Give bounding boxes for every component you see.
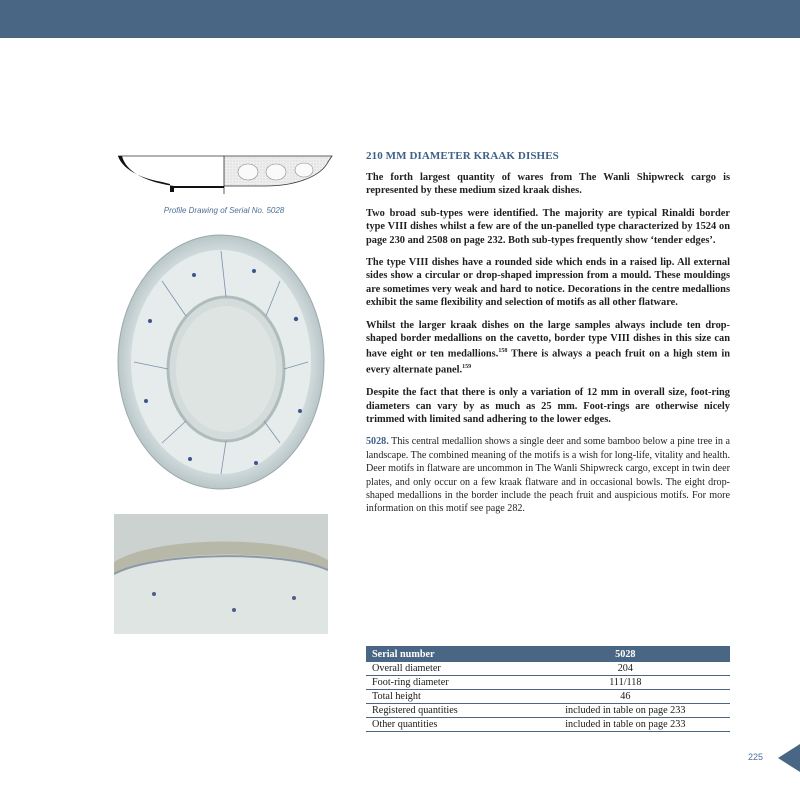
- table-row: [366, 690, 730, 704]
- dish-photo: [114, 231, 328, 493]
- section-heading: 210 MM DIAMETER KRAAK DISHES: [366, 150, 559, 162]
- paragraph: The type VIII dishes have a rounded side which ends in a raised lip. All external sides show a circular or drop-shaped impression from a mould. These mouldings are sometimes very weak and hard to notice. Decorations in the centre medallions exhibit the same flexibility and selection of motifs as all other flatware.: [366, 257, 730, 309]
- top-header-band: [0, 0, 800, 38]
- footnote-marker: 158: [498, 348, 508, 355]
- row-label: Other quantities: [366, 718, 521, 732]
- spec-table: [366, 646, 730, 732]
- table-row: [366, 704, 730, 718]
- header-value: 5028: [521, 646, 730, 662]
- table-row: [366, 718, 730, 732]
- profile-drawing: [116, 148, 334, 198]
- row-value: included in table on page 233: [521, 704, 730, 718]
- row-value: 204: [521, 662, 730, 676]
- table-row: [366, 662, 730, 676]
- page-number: 225: [748, 752, 764, 762]
- table-header-row: [366, 646, 730, 662]
- table-row: [366, 676, 730, 690]
- header-label: Serial number: [366, 646, 521, 662]
- row-value: included in table on page 233: [521, 718, 730, 732]
- paragraph: Whilst the larger kraak dishes on the large samples always include ten drop-shaped border medallions on the cavetto, border type VIII dishes in this size can have eight or ten medallions.$^{158}$ There is always a peach fruit on a high stem in every alternate panel.$^{159}$: [366, 319, 731, 376]
- paragraph: Two broad sub-types were identified. The majority are typical Rinaldi border type VIII dishes whilst a few are of the un-panelled type characterized by 1524 on page 230 and 2508 on page 232. Both sub-types frequently show ‘tender edges’.: [366, 207, 730, 246]
- row-value: 46: [521, 690, 730, 704]
- row-label: Foot-ring diameter: [366, 676, 521, 690]
- foot-ring-photo: [114, 514, 328, 634]
- object-description: 5028. This central medallion shows a single deer and some bamboo below a pine tree in a landscape. The combined meaning of the motifs is a wish for long-life, vitality and health. Deer motifs in flatware are uncommon in The Wanli Shipwreck cargo, except in twin deer plates, and only occur on a few kraak flatware and in occasional bowls. The eight drop-shaped medallions in the border include the peach fruit and auspicious motifs. For more information on this motif see page 282.: [366, 436, 730, 515]
- text-column: [366, 150, 730, 516]
- paragraph: Despite the fact that there is only a variation of 12 mm in overall size, foot-ring diameters can vary by as much as 25 mm. Foot-rings are otherwise nicely trimmed with limited sand adhering to the lower edges.: [366, 387, 730, 426]
- row-label: Overall diameter: [366, 662, 521, 676]
- row-label: Total height: [366, 690, 521, 704]
- page-corner-triangle: [778, 744, 800, 772]
- row-label: Registered quantities: [366, 704, 521, 718]
- profile-caption: Profile Drawing of Serial No. 5028: [163, 206, 285, 215]
- serial-label: 5028.: [366, 436, 389, 448]
- row-value: 111/118: [521, 676, 730, 690]
- paragraph: The forth largest quantity of wares from The Wanli Shipwreck cargo is represented by these medium sized kraak dishes.: [366, 172, 730, 197]
- footnote-marker: 159: [462, 364, 472, 371]
